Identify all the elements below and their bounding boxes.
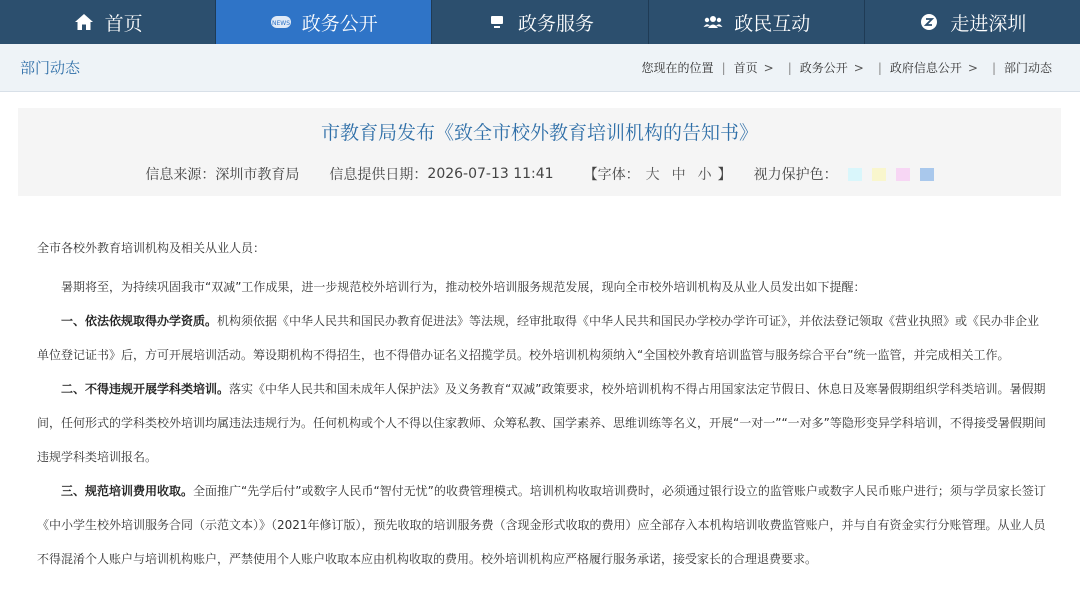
point-text: 全面推广“先学后付”或数字人民币“智付无忧”的收费管理模式。培训机构收取培训费时，必须通过银行设立的监管账户或数字人民币账户进行；须与学员家长签订《中小学生校外培训服务合同（示范文本）》（2021年修订版），预先收取的培训服务费（含现金形式收取的费用）应全部存入本机构培训收费监管账户，并与自有资金实行分账管理。从业人员不得混淆个人账户与培训机构账户，严禁使用个人账户收取本应由机构收取的费用。校外培训机构应严格履行服务承诺，接受家长的合理退费要求。 [37, 484, 1046, 566]
date-label: 信息提供日期： [329, 167, 428, 183]
eye-color-yellow[interactable] [872, 168, 886, 181]
breadcrumb-divider: | [991, 60, 996, 75]
breadcrumb [642, 59, 1052, 76]
nav-item-label: 政务服务 [518, 12, 595, 35]
nav-item-interaction[interactable] [649, 0, 865, 44]
article-title: 市教育局发布《致全市校外教育培训机构的告知书》 [320, 122, 758, 144]
point-heading: 二、不得违规开展学科类培训。 [61, 382, 230, 396]
nav-item-gov-service[interactable] [432, 0, 648, 44]
eye-protect-label: 视力保护色： [753, 167, 838, 183]
breadcrumb-divider: | [877, 60, 882, 75]
source-label: 信息来源： [145, 167, 216, 183]
font-size-label: 【字体： [583, 167, 640, 183]
point-text: 落实《中华人民共和国未成年人保护法》及义务教育“双减”政策要求，校外培训机构不得占用国家法定节假日、休息日及寒暑假期组织学科类培训。暑假期间，任何形式的学科类校外培训均属违法违规行为。任何机构或个人不得以住家教师、众筹私教、国学素养、思维训练等名义，开展“一对一”“一对多”等隐形变异学科培训，不得接受暑假期间违规学科类培训报名。 [37, 382, 1046, 464]
section-title: 部门动态 [20, 59, 81, 77]
article-body [37, 236, 1047, 576]
nav-item-label: 首页 [104, 12, 143, 35]
svg-text:NEWS: NEWS [271, 20, 290, 27]
intro-paragraph: 暑期将至，为持续巩固我市“双减”工作成果，进一步规范校外培训行为，推动校外培训服务规范发展，现向全市校外培训机构及从业人员发出如下提醒： [61, 280, 866, 294]
font-size-close: 】 [717, 167, 732, 183]
breadcrumb-gov-open[interactable]: 政务公开 [799, 61, 848, 75]
point-paragraph [37, 372, 1047, 474]
monitor-icon [486, 11, 508, 33]
home-icon [73, 11, 95, 33]
greeting: 全市各校外教育培训机构及相关从业人员： [37, 241, 266, 255]
breadcrumb-home[interactable]: 首页 [733, 61, 758, 75]
date-value: 2026-07-13 11:41 [427, 166, 554, 182]
eye-color-pink[interactable] [896, 168, 910, 181]
breadcrumb-prefix: 您现在的位置 [641, 61, 714, 75]
top-nav [0, 0, 1080, 44]
breadcrumb-divider: | [787, 60, 792, 75]
point-heading: 三、规范培训费用收取。 [61, 484, 194, 498]
point-paragraph [37, 474, 1047, 576]
eye-color-blue[interactable] [920, 168, 934, 181]
nav-item-label: 政务公开 [301, 12, 378, 35]
nav-item-gov-open[interactable] [216, 0, 432, 44]
nav-item-shenzhen[interactable] [865, 0, 1080, 44]
breadcrumb-bar [0, 44, 1080, 92]
article-header [18, 108, 1061, 196]
source-value: 深圳市教育局 [215, 167, 300, 183]
nav-item-label: 走进深圳 [950, 12, 1027, 35]
article-meta [18, 164, 1061, 184]
breadcrumb-separator: > [967, 60, 978, 75]
font-size-large[interactable]: 大 [645, 167, 660, 183]
point-text: 机构须依据《中华人民共和国民办教育促进法》等法规，经审批取得《中华人民共和国民办学校办学许可证》，并依法登记领取《营业执照》或《民办非企业单位登记证书》后，方可开展培训活动。筹设期机构不得招生，也不得借办证名义招揽学员。校外培训机构须纳入“全国校外教育培训监管与服务综合平台”统一监管，并完成相关工作。 [37, 314, 1040, 362]
point-heading: 一、依法依规取得办学资质。 [61, 314, 218, 328]
news-icon [270, 11, 292, 33]
font-size-small[interactable]: 小 [697, 167, 712, 183]
breadcrumb-dept-news[interactable]: 部门动态 [1003, 61, 1052, 75]
font-size-medium[interactable]: 中 [671, 167, 686, 183]
nav-item-label: 政民互动 [734, 12, 811, 35]
users-icon [702, 11, 724, 33]
compass-icon [918, 11, 940, 33]
breadcrumb-divider: | [721, 60, 726, 75]
eye-color-cyan[interactable] [848, 168, 862, 181]
breadcrumb-separator: > [763, 60, 774, 75]
nav-item-home[interactable] [0, 0, 216, 44]
breadcrumb-separator: > [853, 60, 864, 75]
point-paragraph [37, 304, 1047, 372]
breadcrumb-gov-info[interactable]: 政府信息公开 [889, 61, 962, 75]
